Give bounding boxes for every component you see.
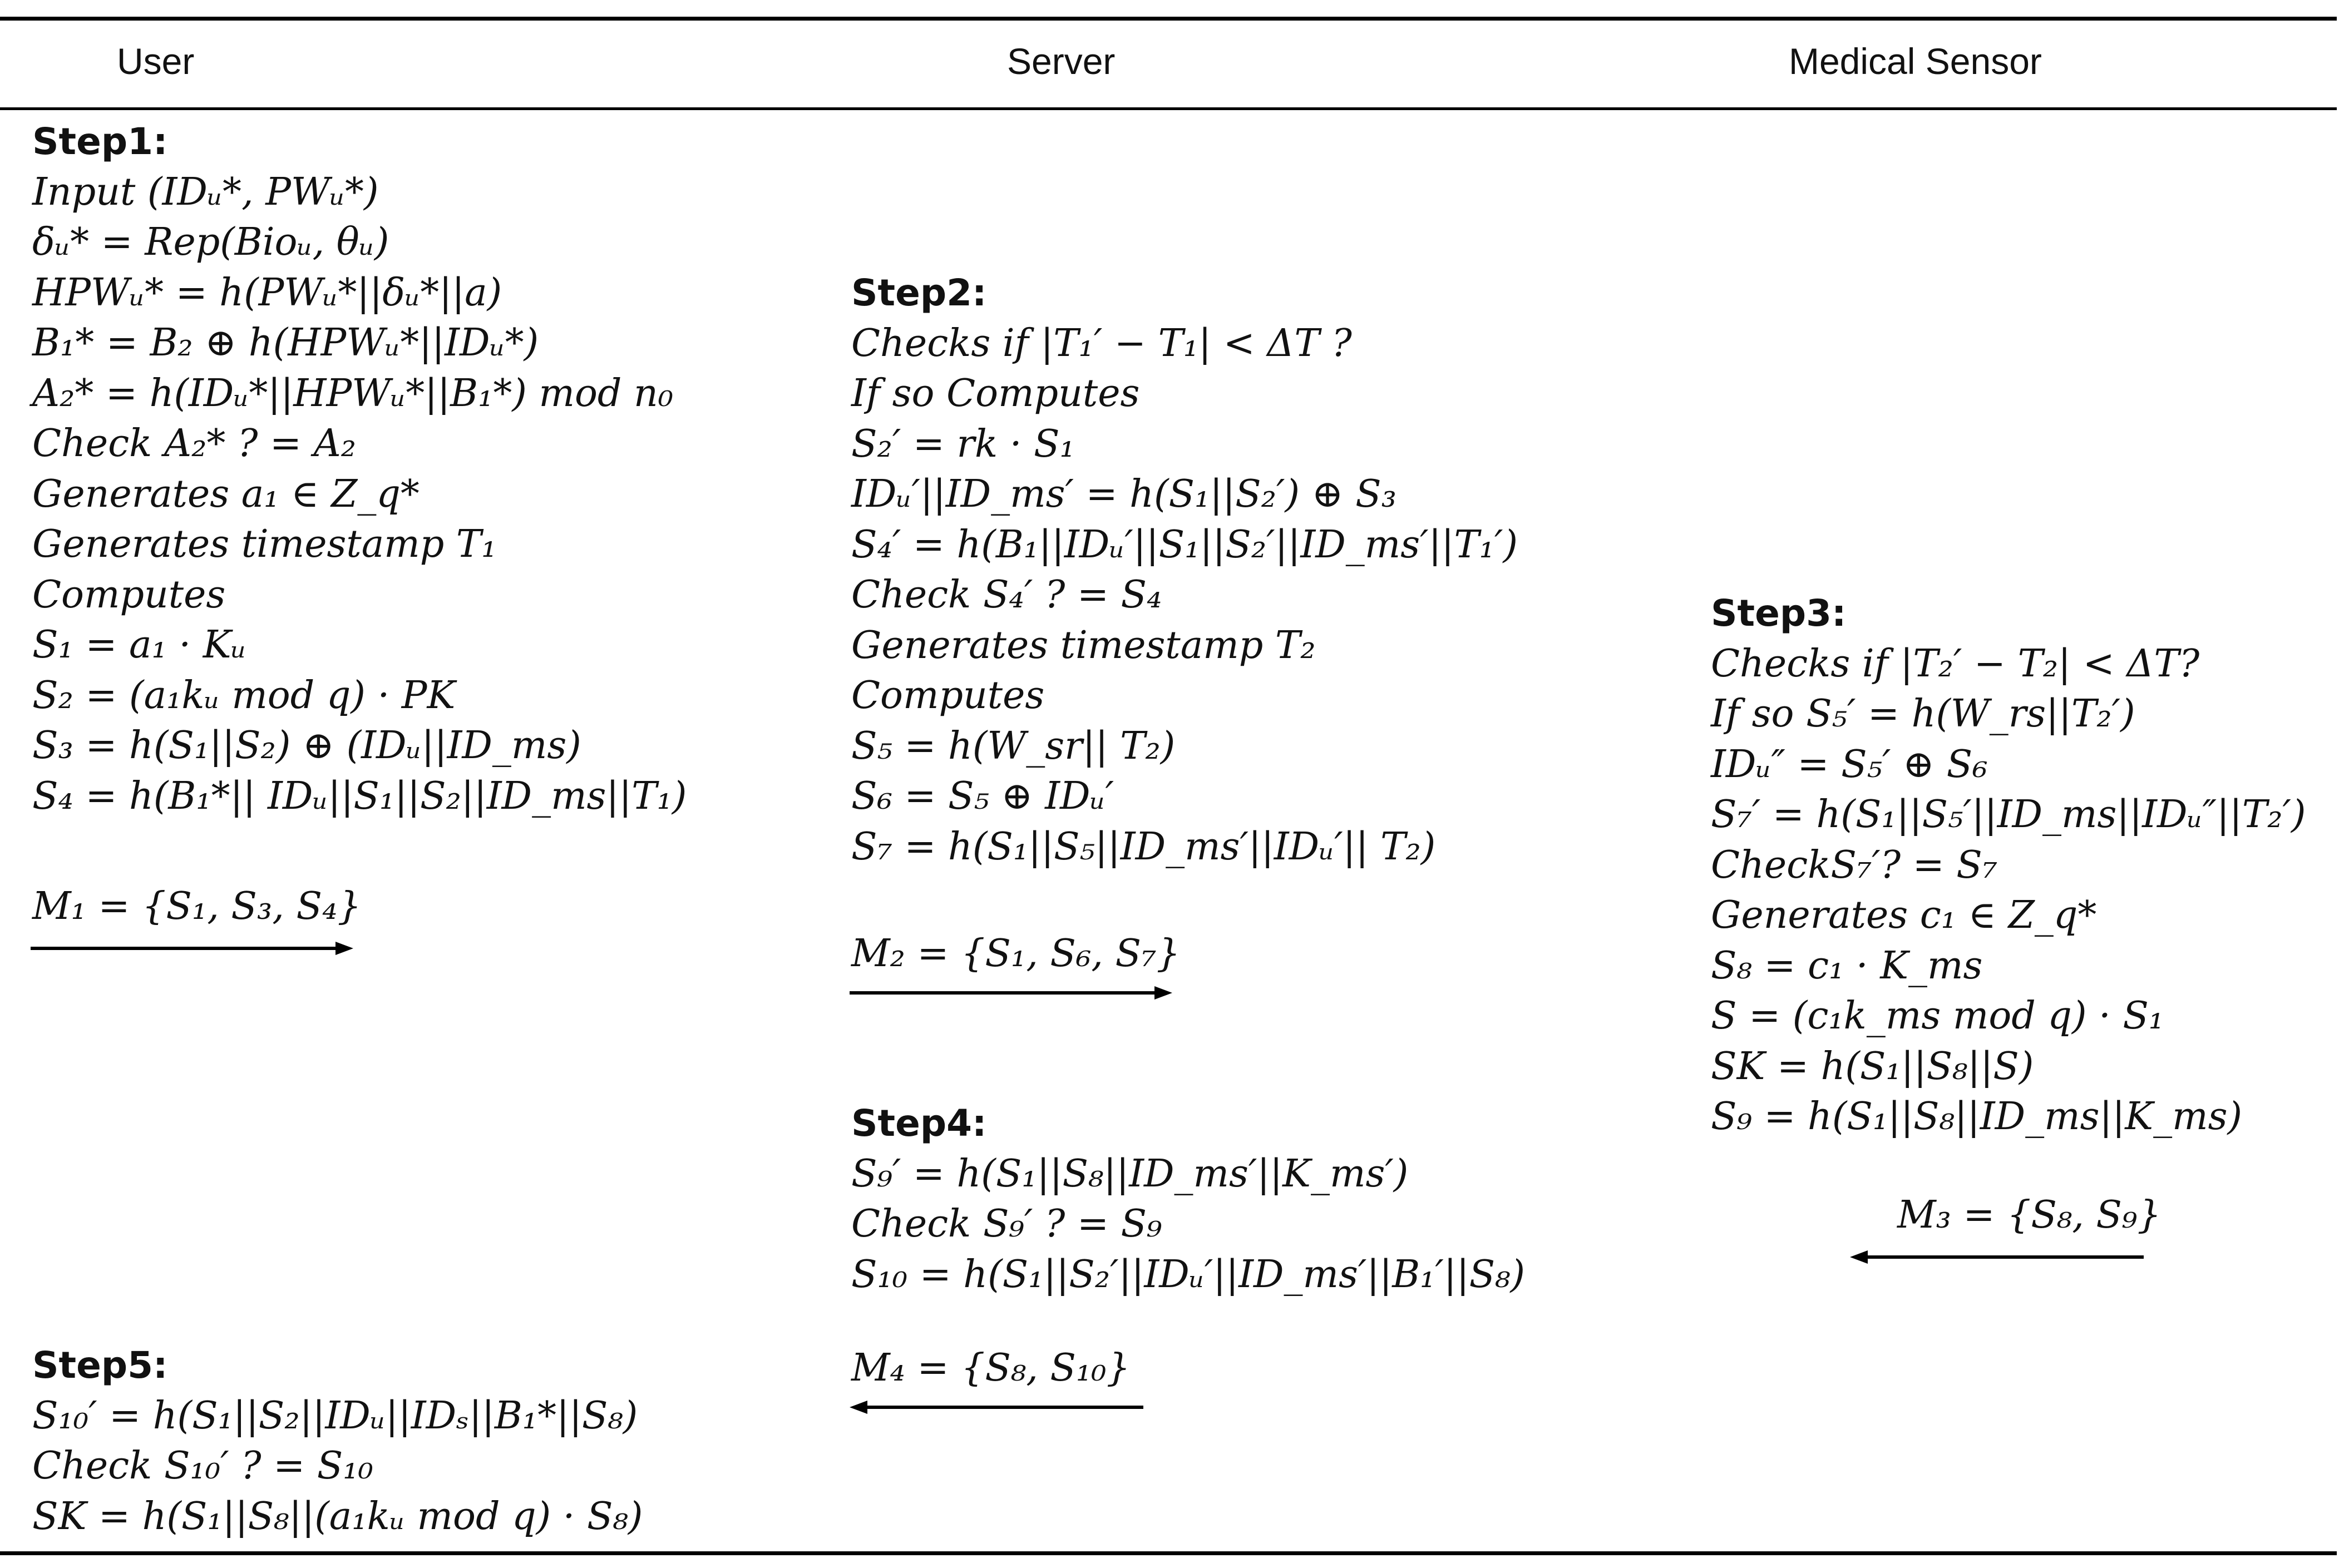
step2-line: S₂′ = rk · S₁	[851, 422, 1075, 466]
sensor-step3-block	[1711, 588, 2306, 1142]
step2-line: Generates timestamp T₂	[851, 623, 1316, 667]
step2-line: S₆ = S₅ ⊕ IDᵤ′	[851, 774, 1114, 818]
arrow-left-m3	[1850, 1246, 2145, 1268]
server-step4-block	[851, 1099, 1525, 1300]
step1-line: B₁* = B₂ ⊕ h(HPWᵤ*||IDᵤ*)	[32, 321, 539, 365]
step1-line: A₂* = h(IDᵤ*||HPWᵤ*||B₁*) mod n₀	[32, 371, 674, 416]
server-step2-block	[851, 268, 1518, 872]
step2-line: S₅ = h(W_sr|| T₂)	[851, 724, 1176, 768]
step1-line: S₃ = h(S₁||S₂) ⊕ (IDᵤ||ID_ms)	[32, 724, 581, 768]
step2-line: If so Computes	[851, 372, 1140, 416]
step5-line: S₁₀′ = h(S₁||S₂||IDᵤ||IDₛ||B₁*||S₈)	[32, 1393, 638, 1438]
step4-line: S₉′ = h(S₁||S₈||ID_ms′||K_ms′)	[851, 1151, 1409, 1196]
step1-line: Input (IDᵤ*, PWᵤ*)	[32, 170, 379, 214]
step3-line: S₉ = h(S₁||S₈||ID_ms||K_ms)	[1711, 1095, 2242, 1139]
step2-line: S₄′ = h(B₁||IDᵤ′||S₁||S₂′||ID_ms′||T₁′)	[851, 522, 1518, 567]
step3-line: S₇′ = h(S₁||S₅′||ID_ms||IDᵤ″||T₂′)	[1711, 793, 2306, 837]
message-m2: M₂ = {S₁, S₆, S₇}	[851, 932, 1181, 976]
arrow-left-m4	[850, 1396, 1144, 1418]
step2-line: S₇ = h(S₁||S₅||ID_ms′||IDᵤ′|| T₂)	[851, 824, 1436, 869]
step5-line: Check S₁₀′ ? = S₁₀	[32, 1444, 373, 1488]
step1-title: Step1:	[32, 120, 168, 163]
step1-line: Generates timestamp T₁	[32, 522, 497, 566]
step3-line: Generates c₁ ∈ Z_q*	[1711, 893, 2097, 937]
step1-line: Check A₂* ? = A₂	[32, 422, 356, 466]
step2-line: Checks if |T₁′ − T₁| < ΔT ?	[851, 321, 1352, 365]
step4-line: Check S₉′ ? = S₉	[851, 1202, 1162, 1246]
step3-line: SK = h(S₁||S₈||S)	[1711, 1044, 2034, 1089]
step5-line: SK = h(S₁||S₈||(a₁kᵤ mod q) · S₈)	[32, 1494, 643, 1539]
message-m1: M₁ = {S₁, S₃, S₄}	[32, 884, 362, 928]
step3-line: CheckS₇′? = S₇	[1711, 843, 1998, 887]
message-m3: M₃ = {S₈, S₉}	[1897, 1193, 2162, 1237]
bottom-rule	[0, 1551, 2337, 1555]
step1-line: Computes	[32, 572, 226, 617]
arrow-right-m2	[850, 982, 1172, 1004]
step3-line: Checks if |T₂′ − T₂| < ΔT?	[1711, 641, 2200, 686]
header-rule	[0, 107, 2337, 110]
step3-line: S = (c₁k_ms mod q) · S₁	[1711, 994, 2164, 1038]
step3-line: IDᵤ″ = S₅′ ⊕ S₆	[1711, 742, 1988, 787]
step2-line: Computes	[851, 674, 1045, 718]
step1-line: δᵤ* = Rep(Bioᵤ, θᵤ)	[32, 220, 389, 264]
top-rule	[0, 17, 2337, 21]
arrow-right-m1	[31, 937, 353, 959]
user-step5-block	[32, 1341, 643, 1542]
header-server: Server	[1007, 41, 1116, 82]
user-step1-block	[32, 117, 687, 822]
step1-line: Generates a₁ ∈ Z_q*	[32, 472, 420, 516]
step3-line: If so S₅′ = h(W_rs||T₂′)	[1711, 692, 2135, 736]
step5-title: Step5:	[32, 1344, 168, 1387]
step4-line: S₁₀ = h(S₁||S₂′||IDᵤ′||ID_ms′||B₁′||S₈)	[851, 1252, 1526, 1297]
step1-line: HPWᵤ* = h(PWᵤ*||δᵤ*||a)	[32, 270, 502, 315]
step3-line: S₈ = c₁ · K_ms	[1711, 943, 1983, 988]
step2-line: IDᵤ′||ID_ms′ = h(S₁||S₂′) ⊕ S₃	[851, 472, 1397, 516]
step1-line: S₁ = a₁ · Kᵤ	[32, 623, 246, 667]
step1-line: S₄ = h(B₁*|| IDᵤ||S₁||S₂||ID_ms||T₁)	[32, 774, 687, 818]
step2-line: Check S₄′ ? = S₄	[851, 573, 1162, 617]
header-user: User	[117, 41, 195, 82]
header-medical-sensor: Medical Sensor	[1789, 41, 2042, 82]
step2-title: Step2:	[851, 271, 987, 314]
step1-line: S₂ = (a₁kᵤ mod q) · PK	[32, 673, 456, 718]
step4-title: Step4:	[851, 1102, 987, 1145]
message-m4: M₄ = {S₈, S₁₀}	[851, 1346, 1131, 1390]
step3-title: Step3:	[1711, 592, 1847, 635]
